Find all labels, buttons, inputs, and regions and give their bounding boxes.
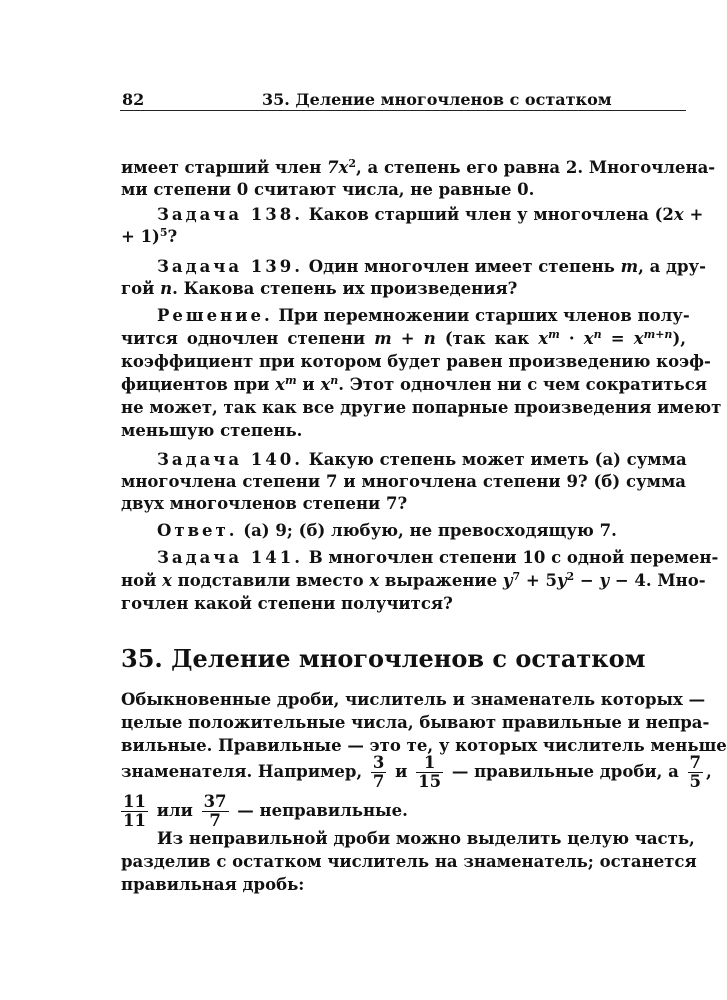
fraction: $\frac{7}{5}$ [689,753,701,791]
text-line: чится одночлен степени m + n (так как $x^m \cdot x^n = x^{m+n}$), [121,328,686,348]
text-line: Обыкновенные дроби, числитель и знаменатель которых — [121,690,706,709]
task-label: Задача 140. [157,450,303,469]
text-line: фициентов при $x^m$ и $x^n$. Этот одночлен ни с чем сократиться [121,374,707,394]
text-line-with-fractions: знаменателя. Например, $\frac{3}{7}$ и $\frac{1}{15}$ — правильные дроби, а $\frac{7}{5}$ , [121,753,712,791]
solution-label: Решение. [157,306,273,325]
task-139: Задача 139. Один многочлен имеет степень m, а дру- [157,257,706,276]
text-line: многочлена степени 7 и многочлена степени 9? (б) сумма [121,472,686,491]
task-label: Задача 141. [157,548,303,567]
text-line: + 1)$^5$? [121,226,178,246]
text-line: гочлен какой степени получится? [121,594,453,613]
solution: Решение. При перемножении старших членов полу- [157,306,690,325]
text-line: правильная дробь: [121,875,305,894]
text-line: ной x подставили вместо x выражение $y^7 + 5y^2 - y - 4$. Мно- [121,570,706,590]
text-line: не может, так как все другие попарные произведения имеют [121,398,722,417]
task-140: Задача 140. Какую степень может иметь (а) сумма [157,450,687,469]
task-138: Задача 138. Каков старший член у многочлена (2x + [157,205,704,224]
fraction: $\frac{3}{7}$ [372,753,385,791]
answer-label: Ответ. [157,521,238,540]
task-label: Задача 139. [157,257,303,276]
text-line: целые положительные числа, бывают правильные и непра- [121,713,710,732]
text-line-with-fractions: $\frac{11}{11}$ или $\frac{37}{7}$ — неправильные. [123,792,408,830]
section-title: 35. Деление многочленов с остатком [121,644,646,673]
fraction: $\frac{11}{11}$ [123,792,146,830]
fraction: $\frac{1}{15}$ [418,753,442,791]
text-line: гой n. Какова степень их произведения? [121,279,518,298]
text-line: ми степени 0 считают числа, не равные 0. [121,180,535,199]
text-line: двух многочленов степени 7? [121,494,408,513]
page-header [120,88,686,111]
text-line: вильные. Правильные — это те, у которых числитель меньше [121,736,727,755]
text-line: разделив с остатком числитель на знаменатель; останется [121,852,697,871]
text-line: меньшую степень. [121,421,303,440]
page-number: 82 [122,90,145,109]
task-141: Задача 141. В многочлен степени 10 с одной перемен- [157,548,719,567]
text-line: имеет старший член $7x^2$, а степень его равна 2. Многочлена- [121,157,716,177]
fraction: $\frac{37}{7}$ [203,792,227,830]
answer: Ответ. (а) 9; (б) любую, не превосходящую 7. [157,521,617,540]
running-title: 35. Деление многочленов с остатком [262,90,612,109]
text-line: коэффициент при котором будет равен произведению коэф- [121,352,711,371]
task-label: Задача 138. [157,205,303,224]
text-line: Из неправильной дроби можно выделить целую часть, [157,829,695,848]
